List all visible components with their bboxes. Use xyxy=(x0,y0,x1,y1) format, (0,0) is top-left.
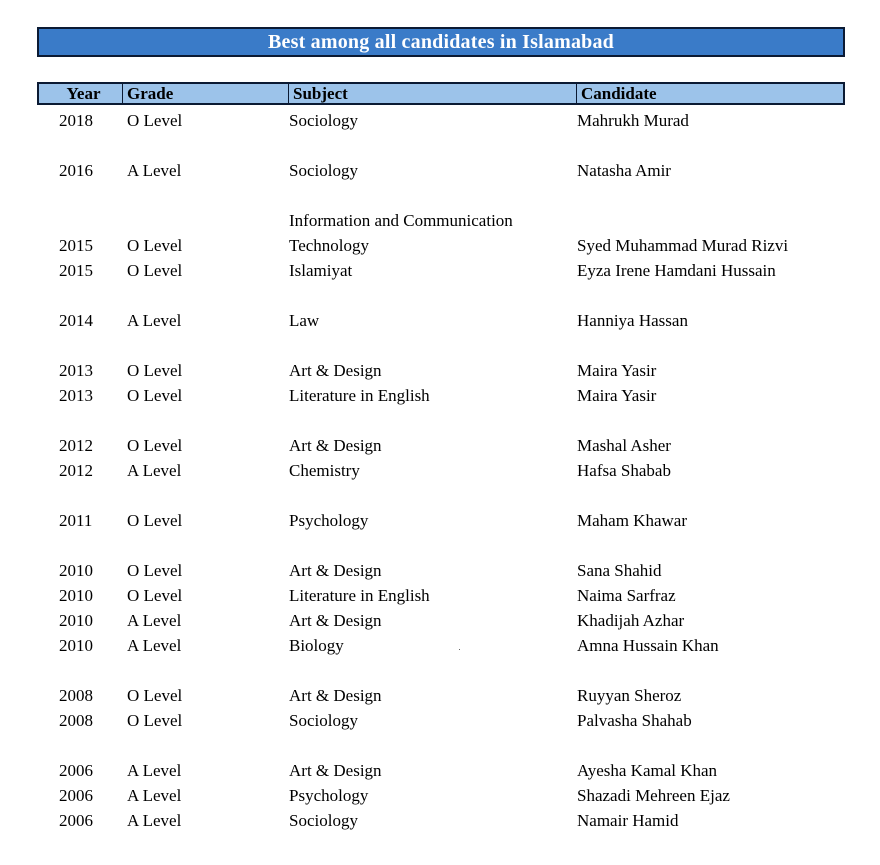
row-subject: Technology xyxy=(289,236,370,255)
row-year: 2012 xyxy=(59,461,93,480)
row-subject: Psychology xyxy=(289,786,369,805)
header-year: Year xyxy=(66,83,101,103)
row-subject: Sociology xyxy=(289,111,358,130)
row-year: 2010 xyxy=(59,611,93,630)
row-year: 2015 xyxy=(59,236,93,255)
row-grade: O Level xyxy=(127,436,183,455)
row-subject: Biology xyxy=(289,636,344,655)
row-subject: Psychology xyxy=(289,511,369,530)
row-candidate: Namair Hamid xyxy=(577,811,679,830)
row-grade: O Level xyxy=(127,586,183,605)
row-year: 2011 xyxy=(59,511,93,530)
table-row xyxy=(37,235,845,257)
row-year: 2013 xyxy=(59,361,93,380)
header-subject: Subject xyxy=(288,84,576,103)
row-subject: Chemistry xyxy=(289,461,360,480)
row-year: 2018 xyxy=(59,111,93,130)
row-candidate: Maham Khawar xyxy=(577,511,687,530)
row-subject: Art & Design xyxy=(289,611,382,630)
row-candidate: Maira Yasir xyxy=(577,386,657,405)
row-candidate: Hafsa Shabab xyxy=(577,461,671,480)
row-candidate: Shazadi Mehreen Ejaz xyxy=(577,786,730,805)
table-row xyxy=(37,260,845,282)
row-candidate: Sana Shahid xyxy=(577,561,662,580)
table-row xyxy=(37,585,845,607)
row-subject: Literature in English xyxy=(289,586,430,605)
row-candidate: Mahrukh Murad xyxy=(577,111,689,130)
table-row xyxy=(37,310,845,332)
row-grade: O Level xyxy=(127,686,183,705)
row-year: 2008 xyxy=(59,711,93,730)
row-grade: A Level xyxy=(127,611,182,630)
row-year: 2016 xyxy=(59,161,93,180)
row-year: 2015 xyxy=(59,261,93,280)
row-year: 2010 xyxy=(59,636,93,655)
row-subject-line1: Information and Communication xyxy=(289,211,513,230)
row-year: 2012 xyxy=(59,436,93,455)
row-candidate: Ayesha Kamal Khan xyxy=(577,761,718,780)
row-grade: A Level xyxy=(127,811,182,830)
table-row xyxy=(37,760,845,782)
header-candidate: Candidate xyxy=(576,84,843,103)
page-title: Best among all candidates in Islamabad xyxy=(268,30,614,53)
row-candidate: Hanniya Hassan xyxy=(577,311,688,330)
row-year: 2006 xyxy=(59,811,93,830)
row-grade: O Level xyxy=(127,511,183,530)
row-grade: O Level xyxy=(127,361,183,380)
row-grade: O Level xyxy=(127,236,183,255)
row-subject: Literature in English xyxy=(289,386,430,405)
row-grade: A Level xyxy=(127,461,182,480)
row-year: 2014 xyxy=(59,311,93,330)
table-row xyxy=(37,635,845,657)
row-candidate: Ruyyan Sheroz xyxy=(577,686,682,705)
row-subject: Art & Design xyxy=(289,761,382,780)
table-row xyxy=(37,785,845,807)
table-row xyxy=(37,510,845,532)
row-subject: Sociology xyxy=(289,711,358,730)
row-candidate: Eyza Irene Hamdani Hussain xyxy=(577,261,776,280)
table-row xyxy=(37,360,845,382)
table-header xyxy=(37,82,845,105)
row-grade: A Level xyxy=(127,311,182,330)
stray-mark xyxy=(459,649,460,650)
table-row xyxy=(37,560,845,582)
row-candidate: Mashal Asher xyxy=(577,436,671,455)
row-year: 2008 xyxy=(59,686,93,705)
row-subject: Art & Design xyxy=(289,686,382,705)
row-subject: Art & Design xyxy=(289,561,382,580)
row-grade: O Level xyxy=(127,386,183,405)
row-grade: O Level xyxy=(127,561,183,580)
row-subject: Law xyxy=(289,311,320,330)
row-subject: Sociology xyxy=(289,161,358,180)
row-year: 2010 xyxy=(59,586,93,605)
row-subject: Islamiyat xyxy=(289,261,353,280)
row-year: 2006 xyxy=(59,786,93,805)
table-row xyxy=(37,110,845,132)
table-row xyxy=(37,385,845,407)
row-grade: A Level xyxy=(127,636,182,655)
row-grade: O Level xyxy=(127,711,183,730)
row-grade: A Level xyxy=(127,161,182,180)
row-candidate: Palvasha Shahab xyxy=(577,711,692,730)
header-grade: Grade xyxy=(122,84,288,103)
row-subject: Sociology xyxy=(289,811,358,830)
row-subject: Art & Design xyxy=(289,361,382,380)
row-year: 2013 xyxy=(59,386,93,405)
row-candidate: Naima Sarfraz xyxy=(577,586,676,605)
title-banner xyxy=(37,27,845,57)
row-grade: O Level xyxy=(127,261,183,280)
row-subject: Art & Design xyxy=(289,436,382,455)
row-grade: A Level xyxy=(127,786,182,805)
table-row xyxy=(37,460,845,482)
table-row xyxy=(37,810,845,832)
row-grade: A Level xyxy=(127,761,182,780)
row-candidate: Maira Yasir xyxy=(577,361,657,380)
row-candidate: Natasha Amir xyxy=(577,161,671,180)
row-candidate: Amna Hussain Khan xyxy=(577,636,719,655)
table-row xyxy=(37,160,845,182)
table-row xyxy=(37,710,845,732)
row-grade: O Level xyxy=(127,111,183,130)
table-row xyxy=(37,435,845,457)
row-year: 2006 xyxy=(59,761,93,780)
row-year: 2010 xyxy=(59,561,93,580)
table-row xyxy=(37,610,845,632)
row-candidate: Syed Muhammad Murad Rizvi xyxy=(577,236,789,255)
row-candidate: Khadijah Azhar xyxy=(577,611,685,630)
table-row xyxy=(37,685,845,707)
